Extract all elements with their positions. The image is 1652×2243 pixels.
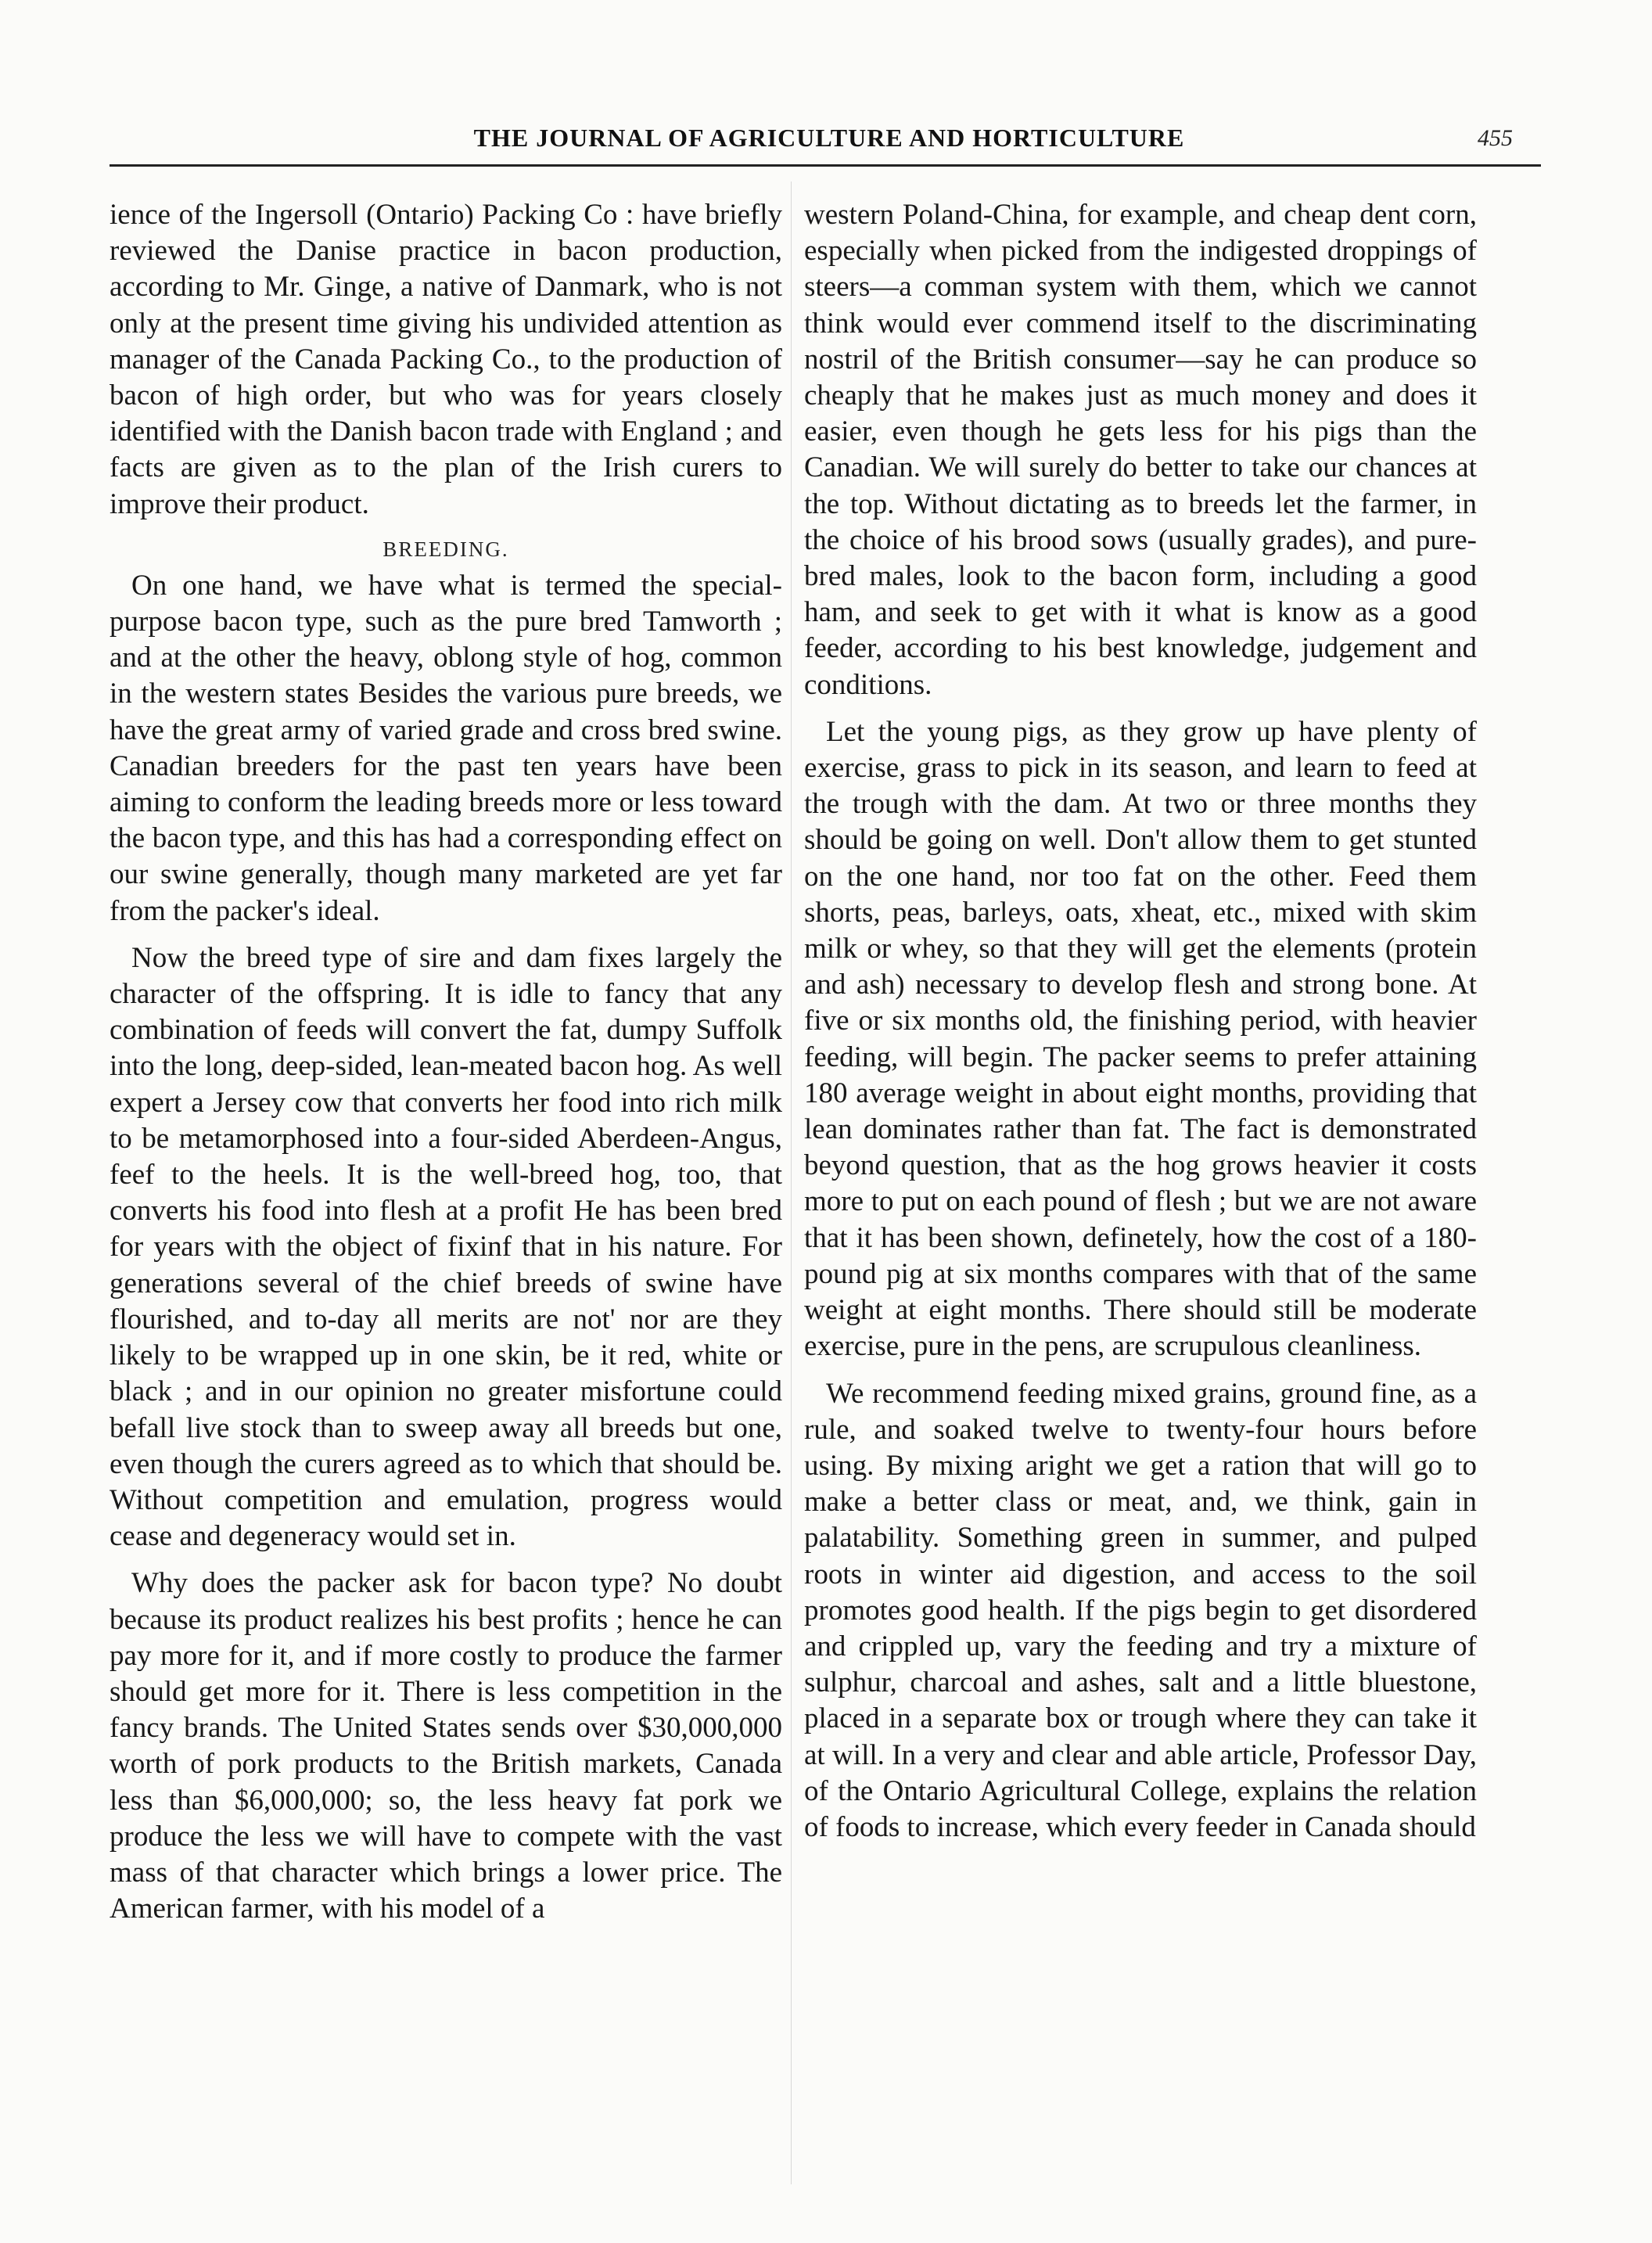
right-paragraph-2: Let the young pigs, as they grow up have plenty of exercise, grass to pick in its season, and learn to feed at the trough with the dam. At two or three months they should be going on well. Don't allow them to get stunted on the one hand, nor too fat on the other. Feed them shorts, peas, barleys, oats, xheat, etc., mixed with skim milk or whey, so that they will get the elements (protein and ash) necessary to develop flesh and strong bone. At five or six months old, the finishing period, with heavier feeding, will begin. The packer seems to prefer attaining 180 average weight in about eight months, providing that lean dominates rather than fat. The fact is demonstrated beyond question, that as the hog grows heavier it costs more to put on each pound of flesh ; but we are not aware that it has been shown, definetely, how the cost of a 180-pound pig at six months compares with that of the same weight at eight months. There should still be moderate exercise, pure in the pens, are scrupulous cleanliness.	[804, 715, 1477, 1363]
left-column	[110, 197, 782, 1938]
left-paragraph-2: On one hand, we have what is termed the special-purpose bacon type, such as the pure bred Tamworth ; and at the other the heavy, oblong style of hog, common in the western states Besides the various pure breeds, we have the great army of varied grade and cross bred swine. Canadian breeders for the past ten years have been aiming to conform the leading breeds more or less toward the bacon type, and this has had a corresponding effect on our swine generally, though many marketed are yet far from the packer's ideal.	[110, 569, 782, 927]
left-paragraph-4: Why does the packer ask for bacon type? No doubt because its product realizes his best profits ; hence he can pay more for it, and if more costly to produce the farmer should get more for it. There is less competition in the fancy brands. The United States sends over $30,000,000 worth of pork products to the British markets, Canada less than $6,000,000; so, the less heavy fat pork we produce the less we will have to compete with the vast mass of that character which brings a lower price. The American farmer, with his model of a	[110, 1567, 782, 1925]
header-rule	[110, 164, 1541, 167]
section-heading-breeding: BREEDING.	[382, 537, 509, 561]
right-paragraph-3: We recommend feeding mixed grains, ground fine, as a rule, and soaked twelve to twenty-four hours before using. By mixing aright we get a ration that will go to make a better class or meat, and, we think, gain in palatability. Something green in summer, and pulped roots in winter aid digestion, and access to the soil promotes good health. If the pigs begin to get disordered and crippled up, vary the feeding and try a mixture of sulphur, charcoal and ashes, salt and a little bluestone, placed in a separate box or trough where they can take it at will. In a very and clear and able article, Professor Day, of the Ontario Agricultural College, explains the relation of foods to increase, which every feeder in Canada should	[804, 1377, 1477, 1843]
right-paragraph-1: western Poland-China, for example, and cheap dent corn, especially when picked from the indigested droppings of steers—a comman system with them, which we cannot think would ever commend itself to the discriminating nostril of the British consumer—say he can produce so cheaply that he makes just as much money and does it easier, even though he gets less for his pigs than the Canadian. We will surely do better to take our chances at the top. Without dictating as to breeds let the farmer, in the choice of his brood sows (usually grades), and pure-bred males, look to the bacon form, including a good ham, and seek to get with it what is know as a good feeder, according to his best knowledge, judgement and conditions.	[804, 199, 1477, 701]
page-number: 455	[1478, 125, 1513, 151]
right-column	[804, 197, 1477, 1857]
running-title: THE JOURNAL OF AGRICULTURE AND HORTICULTURE	[473, 124, 1185, 152]
column-divider	[791, 182, 792, 2184]
left-paragraph-1: ience of the Ingersoll (Ontario) Packing Co : have briefly reviewed the Danise practice in bacon production, according to Mr. Ginge, a native of Danmark, who is not only at the present time giving his undivided attention as manager of the Canada Packing Co., to the production of bacon of high order, but who was for years closely identified with the Danish bacon trade with England ; and facts are given as to the plan of the Irish curers to improve their product.	[110, 199, 782, 520]
left-paragraph-3: Now the breed type of sire and dam fixes largely the character of the offspring. It is idle to fancy that any combination of feeds will convert the fat, dumpy Suffolk into the long, deep-sided, lean-meated bacon hog. As well expert a Jersey cow that converts her food into rich milk to be metamorphosed into a four-sided Aberdeen-Angus, feef to the heels. It is the well-breed hog, too, that converts his food into flesh at a profit He has been bred for years with the object of fixinf that in his nature. For generations several of the chief breeds of swine have flourished, and to-day all merits are not' nor are they likely to be wrapped up in one skin, be it red, white or black ; and in our opinion no greater misfortune could befall live stock than to sweep away all breeds but one, even though the curers agreed as to which that should be. Without competition and emulation, progress would cease and degeneracy would set in.	[110, 941, 782, 1553]
